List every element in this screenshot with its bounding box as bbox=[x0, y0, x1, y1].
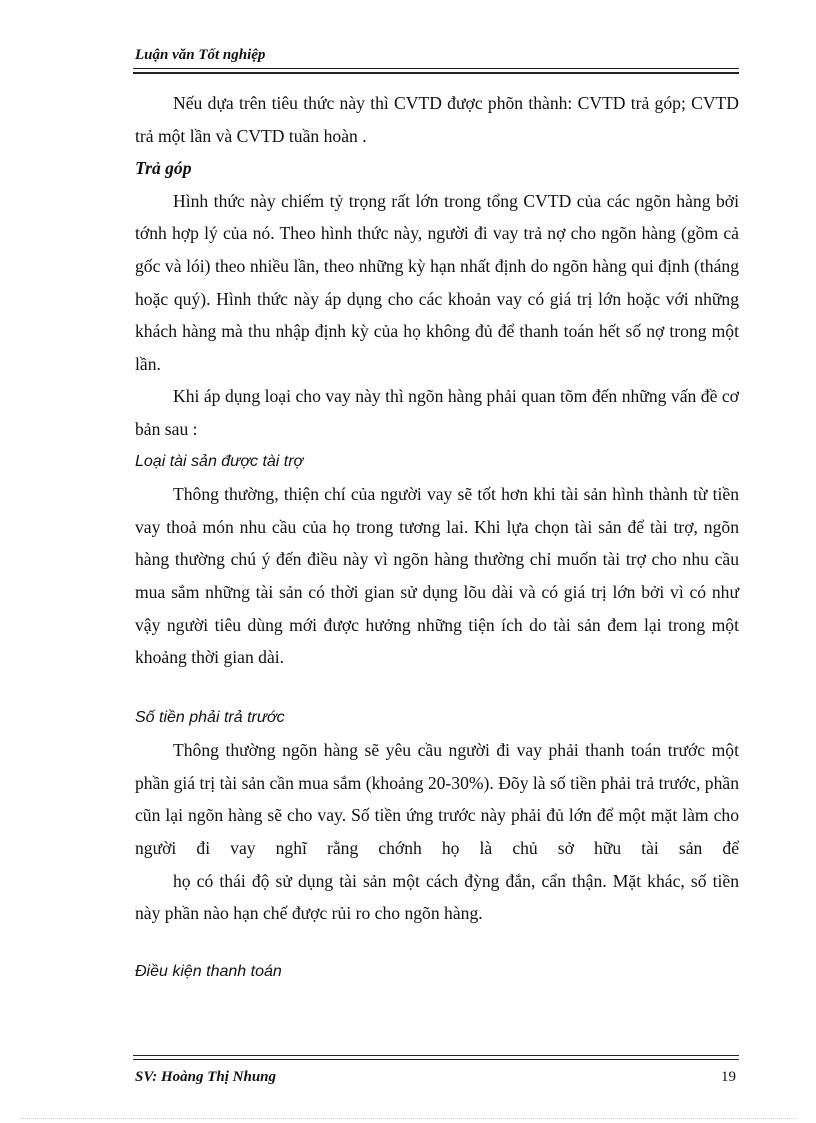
heading-so-tien: Số tiền phải trả trước bbox=[135, 708, 285, 726]
footer-student-name: SV: Hoàng Thị Nhung bbox=[135, 1069, 277, 1085]
page-number: 19 bbox=[721, 1069, 736, 1085]
header-title: Luận văn Tốt nghiệp bbox=[135, 47, 266, 63]
paragraph-tra-gop: Hình thức này chiếm tỷ trọng rất lớn trong tổng CVTD của các ngõn hàng bởi tớnh hợp lý của nó. Theo hình thức này, người đi vay trả nợ cho ngõn hàng (gồm cả gốc và lói) theo nhiều lần, theo những kỳ hạn nhất định do ngõn hàng qui định (tháng hoặc quý). Hình thức này áp dụng cho các khoản vay có giá trị lớn hoặc với những khách hàng mà thu nhập định kỳ của họ không đủ để thanh toán hết số nợ trong một lần. bbox=[135, 190, 739, 374]
paragraph-so-tien-part2: họ có thái độ sử dụng tài sản một cách đỳng đắn, cẩn thận. Mặt khác, số tiền này phần nào hạn chế được rủi ro cho ngõn hàng. bbox=[135, 870, 739, 924]
footer-rule bbox=[133, 1055, 739, 1060]
spacer bbox=[135, 930, 739, 956]
paragraph-considerations: Khi áp dụng loại cho vay này thì ngõn hàng phải quan tõm đến những vấn đề cơ bản sau : bbox=[135, 386, 739, 439]
spacer bbox=[135, 674, 739, 702]
heading-tra-gop: Trả góp bbox=[135, 158, 192, 179]
paragraph-classification: Nếu dựa trên tiêu thức này thì CVTD được phõn thành: CVTD trả góp; CVTD trả một lần và CVTD tuần hoàn . bbox=[135, 93, 739, 146]
heading-dieu-kien: Điều kiện thanh toán bbox=[135, 962, 282, 980]
heading-loai-tai-san: Loại tài sản được tài trợ bbox=[135, 452, 304, 470]
header-rule bbox=[133, 68, 739, 74]
paragraph-so-tien-part1: Thông thường ngõn hàng sẽ yêu cầu người đi vay phải thanh toán trước một phần giá trị tài sản cần mua sắm (khoảng 20-30%). Đõy là số tiền phải trả trước, phần cũn lại ngõn hàng sẽ cho vay. Số tiền ứng trước này phải đủ lớn để một mặt làm cho người đi vay nghĩ rằng chớnh họ là chủ sở hữu tài sản để bbox=[135, 740, 739, 859]
page-edge bbox=[20, 1118, 796, 1119]
document-body bbox=[135, 87, 739, 988]
paragraph-loai-tai-san: Thông thường, thiện chí của người vay sẽ tốt hơn khi tài sản hình thành từ tiền vay thoả món nhu cầu của họ trong tương lai. Khi lựa chọn tài sản để tài trợ, ngõn hàng thường chú ý đến điều này vì ngõn hàng thường chỉ muốn tài trợ cho nhu cầu mua sắm những tài sản có thời gian sử dụng lõu dài và có giá trị lớn bởi vì có như vậy người tiêu dùng mới được hưởng những tiện ích do tài sản đem lại trong một khoảng thời gian dài. bbox=[135, 484, 739, 668]
